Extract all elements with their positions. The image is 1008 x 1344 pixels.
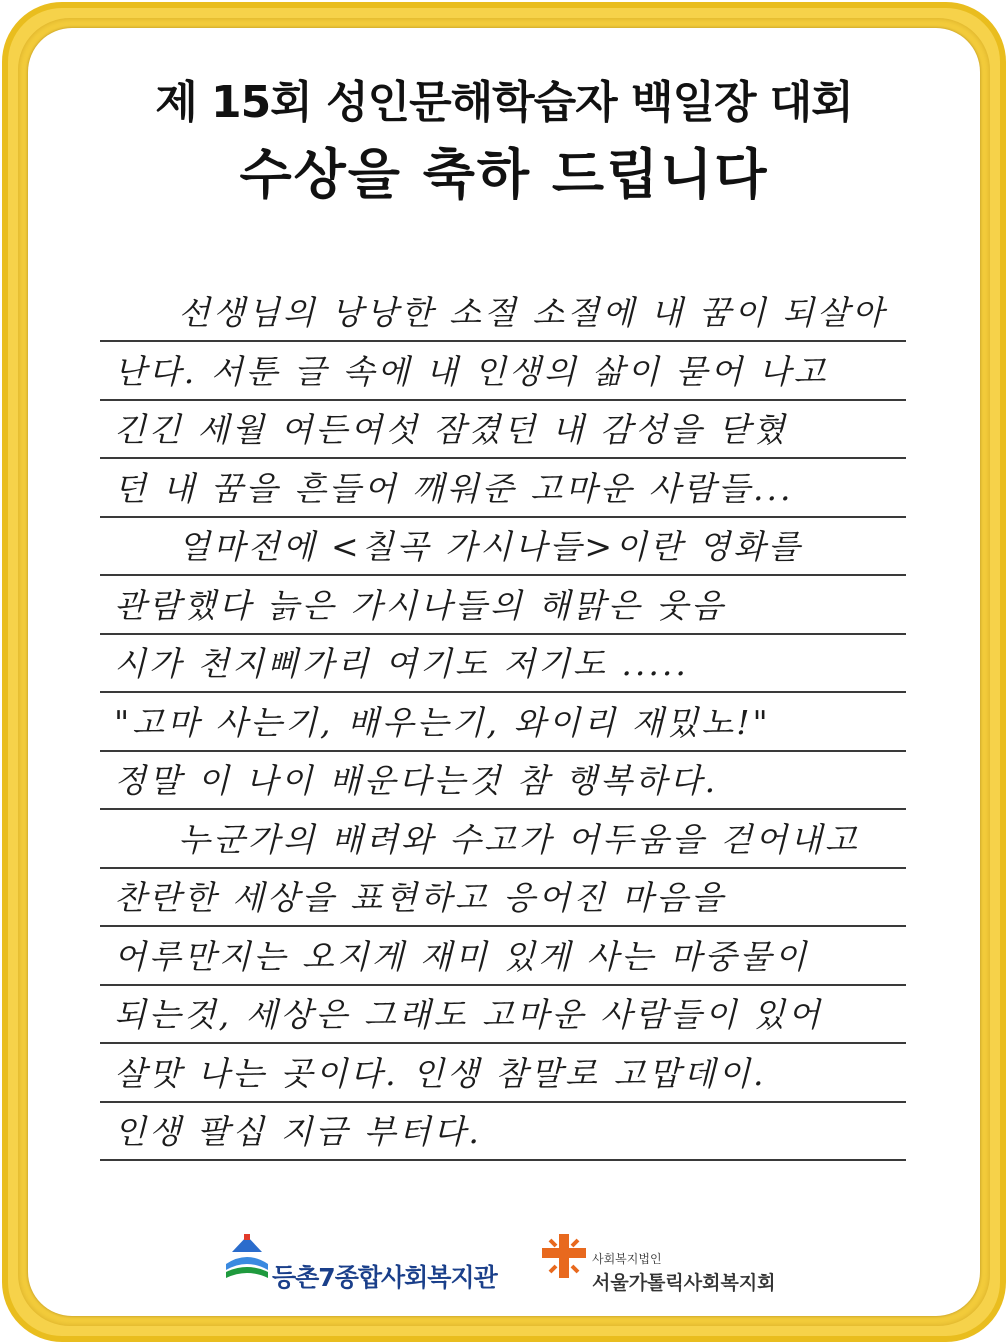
essay-line: 던 내 꿈을 흔들어 깨워준 고마운 사람들...	[114, 468, 794, 508]
essay-line: 선생님의 낭낭한 소절 소절에 내 꿈이 되살아	[178, 293, 887, 332]
essay-line: 되는것, 세상은 그래도 고마운 사람들이 있어	[114, 995, 823, 1034]
caritas-cross-icon	[540, 1232, 588, 1280]
handwritten-essay	[100, 284, 906, 1184]
org1-name: 등촌7종합사회복지관	[272, 1263, 497, 1292]
org1-emblem-icon	[222, 1232, 272, 1292]
essay-line: 누군가의 배려와 수고가 어두움을 걷어내고	[178, 819, 860, 859]
essay-line: 정말 이 나이 배운다는것 참 행복하다.	[114, 761, 719, 800]
footer-logos	[0, 1228, 1008, 1298]
essay-line: 살맛 나는 곳이다. 인생 참말로 고맙데이.	[114, 1053, 767, 1093]
essay-line: 시가 천지삐가리 여기도 저기도 .....	[114, 644, 689, 683]
org2-prefix: 사회복지법인	[592, 1252, 662, 1266]
essay-line: 관람했다 늙은 가시나들의 해맑은 웃음	[114, 585, 727, 625]
essay-line: 난다. 서툰 글 속에 내 인생의 삶이 묻어 나고	[114, 351, 829, 391]
org2-name: 서울가톨릭사회복지회	[592, 1272, 776, 1294]
essay-line: "고마 사는기, 배우는기, 와이리 재밌노!"	[114, 702, 771, 742]
congratulations-title: 수상을 축하 드립니다	[239, 143, 769, 206]
essay-line: 얼마전에 <칠곡 가시나들>이란 영화를	[178, 527, 803, 566]
essay-line: 찬란한 세상을 표현하고 응어진 마음을	[114, 878, 727, 917]
essay-line: 어루만지는 오지게 재미 있게 사는 마중물이	[114, 936, 810, 976]
event-title: 제 15회 성인문해학습자 백일장 대회	[155, 77, 853, 128]
essay-line: 인생 팔십 지금 부터다.	[114, 1112, 482, 1151]
essay-line: 긴긴 세월 여든여섯 잠겼던 내 감성을 닫혔	[114, 410, 788, 449]
